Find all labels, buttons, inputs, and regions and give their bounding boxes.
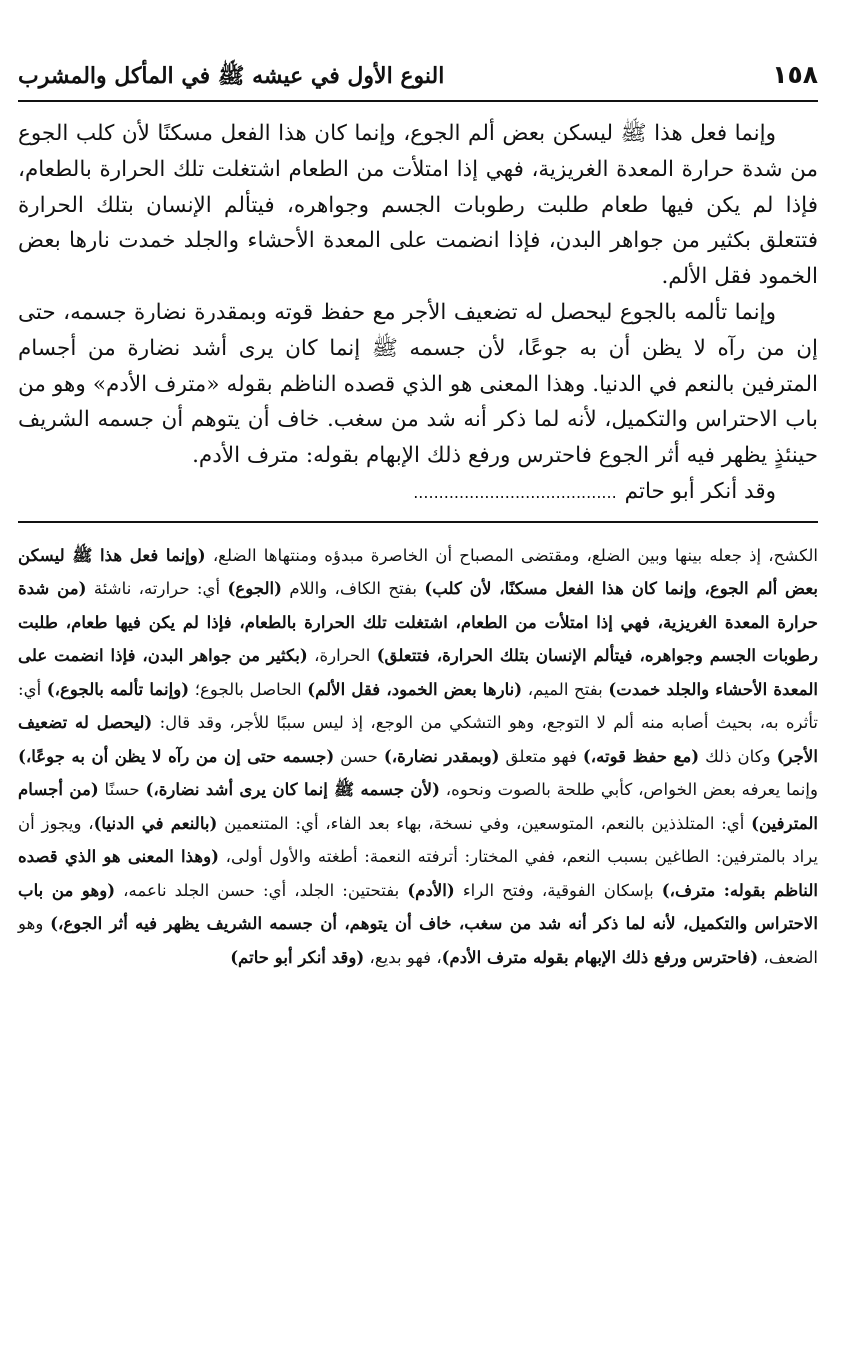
quoted-matn: (نارها بعض الخمود، فقل الألم) <box>307 678 523 699</box>
quoted-matn: (فاحترس ورفع ذلك الإبهام بقوله مترف الأدم) <box>441 946 759 967</box>
main-paragraph: وإنما فعل هذا ﷺ ليسكن بعض ألم الجوع، وإنما كان هذا الفعل مسكنًا لأن كلب الجوع من شدة حرارة المعدة الغريزية، فهي إذا امتلأت من الطعام اشتغلت تلك الحرارة بالطعام، فإذا لم يكن فيها طعام طلبت رطوبات الجسم وجواهره، فيتألم الإنسان بتلك الحرارة فتتعلق بكثير من جواهر البدن، فإذا انضمت على المعدة الأحشاء والجلد خمدت نارها بعض الخمود فقل الألم. <box>18 121 818 290</box>
quoted-matn: (مع حفظ قوته،) <box>582 745 700 766</box>
quoted-matn: (من شدة حرارة المعدة الغريزية، فهي إذا امتلأت من الطعام، اشتغلت تلك الحرارة بالطعام، فإذا لم يكن فيها طعام، طلبت رطوبات الجسم وجواهره، فيتألم الإنسان بتلك الحرارة، فتتعلق) <box>18 578 818 666</box>
quoted-matn: (بالنعم في الدنيا) <box>93 812 218 833</box>
ellipsis-dots: ........................................ <box>413 482 617 502</box>
commentary-run: ، فهو بديع، <box>364 947 442 967</box>
commentary-run: الحاصل بالجوع؛ <box>189 679 308 699</box>
commentary-run: بإسكان الفوقية، وفتح الراء <box>454 880 662 900</box>
trailing-text: وقد أنكر أبو حاتم <box>624 478 776 504</box>
commentary-run: الحرارة، <box>307 646 377 666</box>
commentary-run: حسن <box>334 746 384 766</box>
quoted-matn: (ليحصل له تضعيف الأجر) <box>18 712 818 766</box>
page-number: ١٥٨ <box>772 60 818 89</box>
trailing-line <box>18 474 818 511</box>
commentary-run: الكشح، إذ جعله بينها وبين الضلع، ومقتضى المصباح أن الخاصرة مبدؤه ومنتهاها الضلع، <box>205 545 818 565</box>
quoted-matn: (وهو من باب الاحتراس والتكميل، لأنه لما ذكر أنه شد من سغب، خاف أن يتوهم، أن جسمه الشريف يظهر فيه أثر الجوع،) <box>18 879 818 934</box>
commentary-run: بفتحتين: الجلد، أي: حسن الجلد ناعمه، <box>115 880 408 900</box>
commentary-run: بفتح الميم، <box>522 679 609 699</box>
quoted-matn: (وبمقدر نضارة،) <box>383 745 500 766</box>
chapter-title: النوع الأول في عيشه ﷺ في المأكل والمشرب <box>18 63 445 89</box>
commentary-run: حسنًا <box>98 780 146 800</box>
main-paragraph: وإنما تألمه بالجوع ليحصل له تضعيف الأجر مع حفظ قوته وبمقدرة نضارة جسمه، حتى إن من رآه لا يظن أن به جوعًا، لأن جسمه ﷺ إنما كان يرى أشد نضارة من أجسام المترفين بالنعم في الدنيا. وهذا المعنى هو الذي قصده الناظم بقوله «مترف الأدم» وهو من باب الاحتراس والتكميل، لأنه لما ذكر أنه شد من سغب. خاف أن يتوهم أن جسمه الشريف حينئذٍ يظهر فيه أثر الجوع فاحترس ورفع ذلك الإبهام بقوله: مترف الأدم. <box>18 299 818 469</box>
quoted-matn: (وإنما تألمه بالجوع،) <box>46 678 190 699</box>
quoted-matn: (بكثير من جواهر البدن، فإذا انضمت على المعدة الأحشاء والجلد خمدت) <box>18 645 818 699</box>
quoted-matn: (الجوع) <box>227 578 283 599</box>
book-page <box>18 60 818 1350</box>
commentary-run: بفتح الكاف، واللام <box>282 579 425 599</box>
commentary-text <box>18 539 818 975</box>
section-divider <box>18 521 818 523</box>
commentary-run: وهو الضعف، <box>18 914 818 967</box>
running-header <box>18 60 818 102</box>
quoted-matn: (وهذا المعنى هو الذي قصده الناظم بقوله: مترف،) <box>18 846 818 900</box>
quoted-matn: (الأدم) <box>407 879 455 900</box>
main-text <box>18 116 818 511</box>
quoted-matn: (لأن جسمه ﷺ إنما كان يرى أشد نضارة،) <box>145 779 440 800</box>
commentary-run: أي: تأثره به، بحيث أصابه منه ألم لا التوجع، وهو التشكي من الوجع، إذ ليس سببًا للأجر، وقد قال: <box>18 679 818 733</box>
quoted-matn: (من أجسام المترفين) <box>18 779 818 833</box>
commentary-run: ، ويجوز أن يراد بالمترفين: الطاغين بسبب النعم، ففي المختار: أترفته النعمة: أطغته والأول أولى، <box>18 813 818 867</box>
commentary-run: وكان ذلك <box>699 746 777 766</box>
quoted-matn: (جسمه حتى إن من رآه لا يظن أن به جوعًا،) <box>18 745 335 766</box>
commentary-run: فهو متعلق <box>499 746 583 766</box>
quoted-matn: (وإنما فعل هذا ﷺ ليسكن بعض ألم الجوع، وإنما كان هذا الفعل مسكنًا، لأن كلب) <box>18 544 818 599</box>
commentary-run: وإنما يعرفه بعض الخواص، كأبي طلحة بالصوت ونحوه، <box>439 780 819 800</box>
quoted-matn: (وقد أنكر أبو حاتم) <box>230 946 365 967</box>
commentary-run: أي: المتلذذين بالنعم، المتوسعين، وفي نسخة، بهاء بعد الفاء، أي: المتنعمين <box>217 813 752 833</box>
commentary-run: أي: حرارته، ناشئة <box>86 579 228 599</box>
